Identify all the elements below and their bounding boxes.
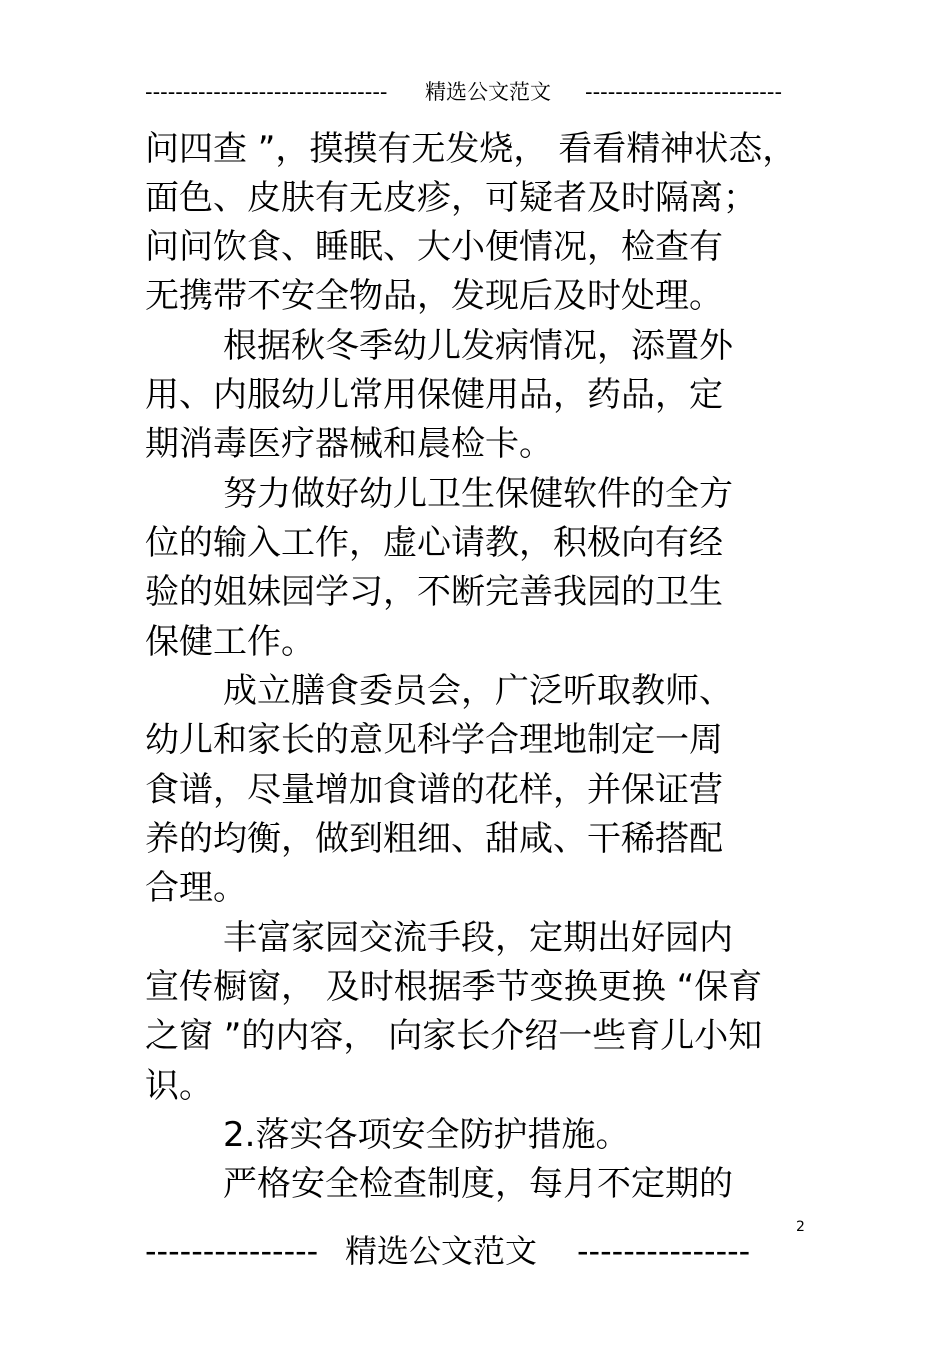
text-line: 期消毒医疗器械和晨检卡。 bbox=[145, 424, 553, 464]
text-line: 合理。 bbox=[145, 868, 247, 908]
text-line: 食谱，尽量增加食谱的花样，并保证营 bbox=[145, 770, 723, 810]
text-line: 验的姐妹园学习，不断完善我园的卫生 bbox=[145, 572, 723, 612]
text-line: 面色、皮肤有无皮疹，可疑者及时隔离； bbox=[145, 178, 757, 218]
text-line: 问问饮食、睡眠、大小便情况，检查有 bbox=[145, 227, 723, 267]
footer-title: 精选公文范文 bbox=[345, 1232, 538, 1270]
page-number: 2 bbox=[796, 1219, 805, 1235]
footer-rule-left: --------------- bbox=[145, 1232, 319, 1270]
text-line: 用、内服幼儿常用保健用品，药品，定 bbox=[145, 375, 723, 415]
paragraph-start-line: 丰富家园交流手段，定期出好园内 bbox=[223, 918, 733, 958]
paragraph-start-line: 严格安全检查制度，每月不定期的 bbox=[223, 1164, 733, 1204]
section-heading: 2.落实各项安全防护措施。 bbox=[223, 1115, 630, 1155]
text-line: 问四查 ”，摸摸有无发烧， 看看精神状态， bbox=[145, 129, 797, 169]
header-title: 精选公文范文 bbox=[425, 80, 551, 104]
text-line: 识。 bbox=[145, 1066, 213, 1106]
text-line: 之窗 ”的内容， 向家长介绍一些育儿小知 bbox=[145, 1016, 763, 1056]
text-line: 无携带不安全物品，发现后及时处理。 bbox=[145, 276, 723, 316]
paragraph-start-line: 根据秋冬季幼儿发病情况，添置外 bbox=[223, 326, 733, 366]
paragraph-start-line: 努力做好幼儿卫生保健软件的全方 bbox=[223, 474, 733, 514]
paragraph-start-line: 成立膳食委员会，广泛听取教师、 bbox=[223, 671, 733, 711]
text-line: 养的均衡，做到粗细、甜咸、干稀搭配 bbox=[145, 819, 723, 859]
header-rule-right: -------------------------- bbox=[585, 80, 783, 104]
text-line: 幼儿和家长的意见科学合理地制定一周 bbox=[145, 720, 723, 760]
page-footer bbox=[145, 1226, 775, 1276]
footer-rule-right: --------------- bbox=[577, 1232, 751, 1270]
text-line: 位的输入工作，虚心请教，积极向有经 bbox=[145, 523, 723, 563]
text-line: 宣传橱窗， 及时根据季节变换更换 “保育 bbox=[145, 967, 763, 1007]
page-header bbox=[145, 76, 783, 108]
header-rule-left: -------------------------------- bbox=[145, 80, 388, 104]
text-line: 保健工作。 bbox=[145, 622, 315, 662]
